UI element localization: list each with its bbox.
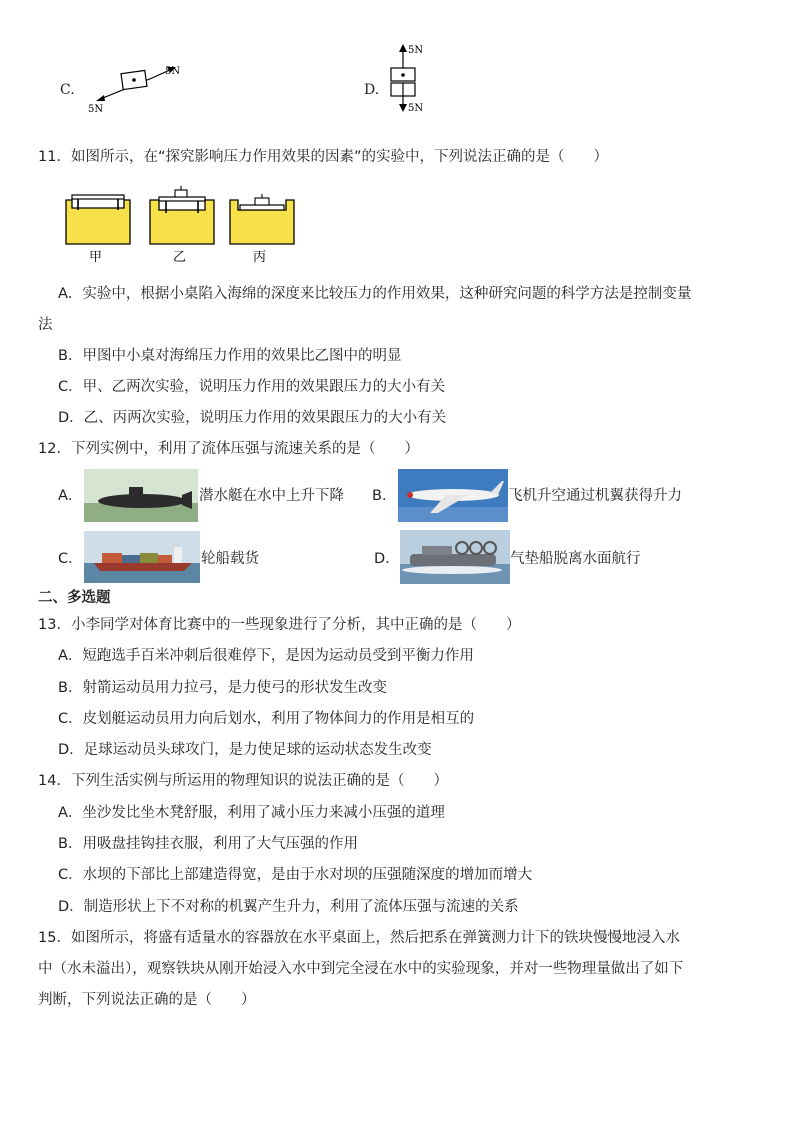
sponge-bing — [230, 194, 294, 244]
q10-option-d-figure — [386, 42, 436, 118]
q12-option-c-letter: C． — [58, 551, 83, 567]
q12-option-d-text: 气垫船脱离水面航行 — [510, 551, 641, 567]
cargo-ship-image — [84, 531, 200, 583]
q11-option-a-continued: 法 — [38, 317, 53, 333]
q13-option-c: C．皮划艇运动员用力向后划水，利用了物体间力的作用是相互的 — [58, 711, 475, 727]
label-yi: 乙 — [173, 250, 187, 265]
q14-option-c: C．水坝的下部比上部建造得宽，是由于水对坝的压强随深度的增加而增大 — [58, 867, 533, 883]
q12-option-c-text: 轮船载货 — [201, 551, 259, 567]
q12-stem: 12．下列实例中，利用了流体压强与流速关系的是（ ） — [38, 441, 419, 457]
q12-option-b-letter: B． — [372, 488, 397, 504]
sponge-jia — [66, 195, 130, 244]
q13-option-b: B．射箭运动员用力拉弓，是力使弓的形状发生改变 — [58, 680, 387, 696]
q10-option-c-figure — [82, 58, 192, 118]
d-force-top-label: 5N — [408, 45, 424, 56]
q13-option-d: D．足球运动员头球攻门，是力使足球的运动状态发生改变 — [58, 742, 432, 758]
q15-line-2: 中（水未溢出），观察铁块从刚开始浸入水中到完全浸在水中的实验现象，并对一些物理量做出了如下 — [38, 961, 684, 977]
arrow-down-head — [399, 104, 407, 112]
inverted-table — [240, 205, 284, 210]
q14-stem: 14．下列生活实例与所运用的物理知识的说法正确的是（ ） — [38, 773, 448, 789]
label-jia: 甲 — [89, 250, 103, 265]
sponge-yi — [150, 186, 214, 244]
q12-option-a-letter: A． — [58, 488, 83, 504]
section-title: 二、多选题 — [38, 590, 111, 606]
q13-option-a: A．短跑选手百米冲刺后很难停下，是因为运动员受到平衡力作用 — [58, 648, 474, 664]
q12-option-b-text: 飞机升空通过机翼获得升力 — [508, 488, 682, 504]
q12-option-a-text: 潜水艇在水中上升下降 — [199, 488, 344, 504]
airplane-image — [398, 469, 508, 522]
weight — [255, 198, 269, 205]
q11-option-a: A．实验中，根据小桌陷入海绵的深度来比较压力的作用效果，这种研究问题的科学方法是控制变量 — [58, 286, 692, 302]
q13-stem: 13．小李同学对体育比赛中的一些现象进行了分析，其中正确的是（ ） — [38, 617, 521, 633]
q11-option-d: D．乙、丙两次实验，说明压力作用的效果跟压力的大小有关 — [58, 410, 447, 426]
q11-option-b: B．甲图中小桌对海绵压力作用的效果比乙图中的明显 — [58, 348, 402, 364]
arrow-up-head — [399, 44, 407, 52]
q15-line-3: 判断，下列说法正确的是（ ） — [38, 992, 256, 1008]
q14-option-d: D．制造形状上下不对称的机翼产生升力，利用了流体压强与流速的关系 — [58, 899, 519, 915]
q11-experiment-figure — [62, 186, 302, 266]
c-force-top-label: 5N — [165, 66, 181, 77]
weight — [175, 190, 187, 197]
q10-option-c-letter: C. — [60, 82, 75, 98]
q14-option-a: A．坐沙发比坐木凳舒服，利用了减小压力来减小压强的道理 — [58, 805, 445, 821]
hovercraft-image — [400, 530, 510, 584]
label-bing: 丙 — [253, 250, 267, 265]
q15-line-1: 15．如图所示，将盛有适量水的容器放在水平桌面上，然后把系在弹簧测力计下的铁块慢慢地浸入水 — [38, 930, 680, 946]
arrow-head-left — [96, 95, 105, 101]
q10-option-d-letter: D. — [364, 82, 380, 98]
d-force-bottom-label: 5N — [408, 103, 424, 114]
q14-option-b: B．用吸盘挂钩挂衣服，利用了大气压强的作用 — [58, 836, 358, 852]
c-force-bottom-label: 5N — [88, 104, 104, 115]
submarine-image — [84, 469, 198, 522]
q11-stem: 11．如图所示，在“探究影响压力作用效果的因素”的实验中，下列说法正确的是（ ） — [38, 149, 608, 165]
q11-option-c: C．甲、乙两次实验，说明压力作用的效果跟压力的大小有关 — [58, 379, 446, 395]
q12-option-d-letter: D． — [374, 551, 400, 567]
